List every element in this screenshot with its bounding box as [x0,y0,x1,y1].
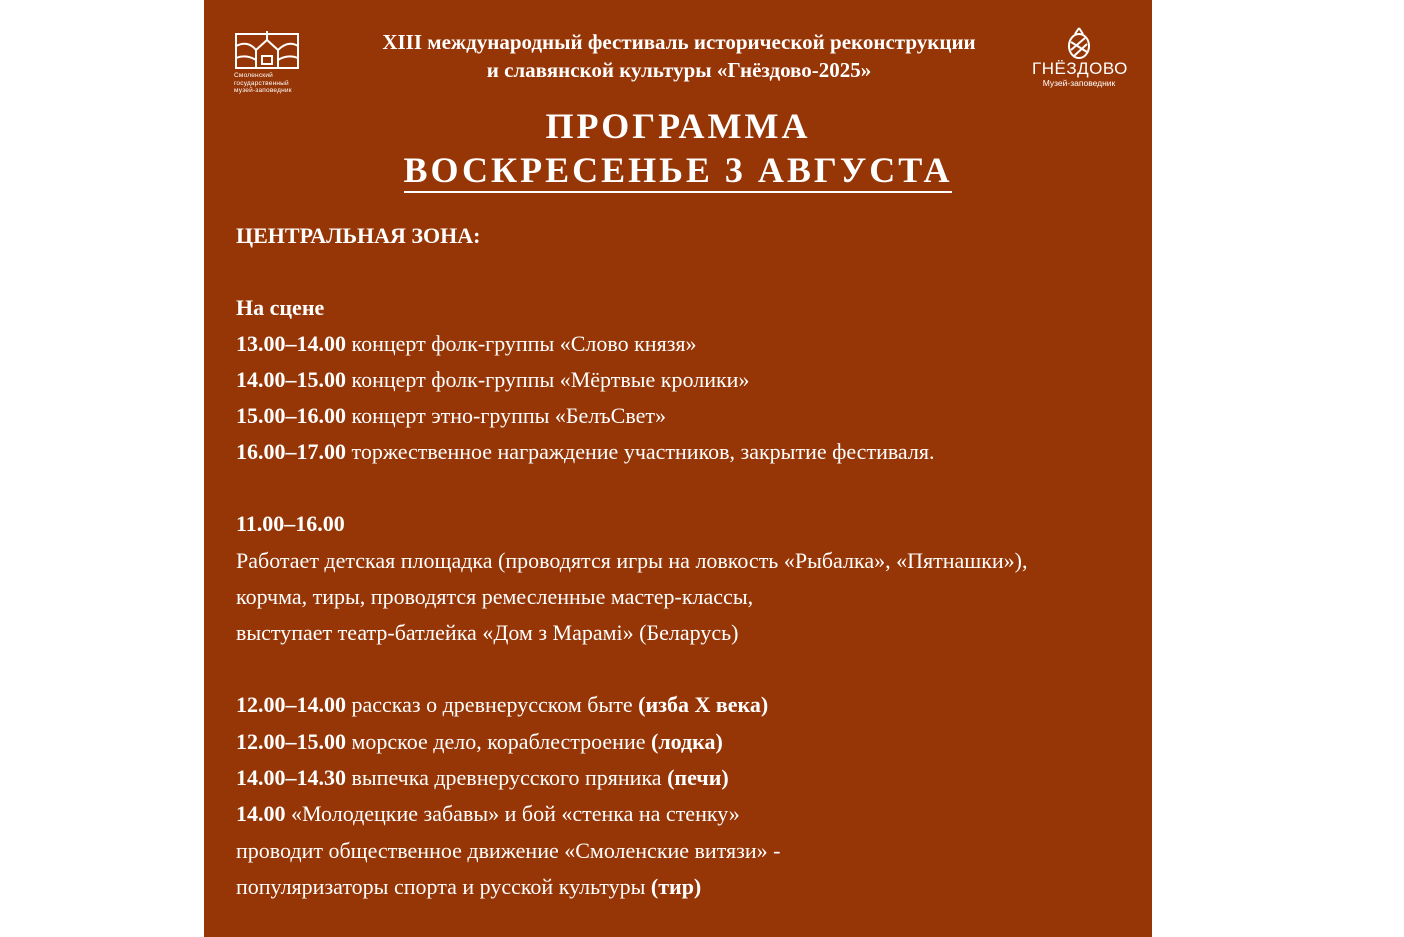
gnezdovo-logo [1032,26,1126,88]
smolensk-museum-logo [234,28,304,95]
kids-line: выступает театр-батлейка «Дом з Марамі» (Беларусь) [236,620,739,645]
program-title: ПРОГРАММА [545,106,811,146]
museum-logo-caption: Смоленский государственный музей-заповедник [234,72,292,94]
gnezdovo-logo-caption: Музей-заповедник [1042,78,1116,88]
stage-item: 15.00–16.00 концерт этно-группы «БелъСвет» [236,403,666,428]
kids-line: корчма, тиры, проводятся ремесленные мастер-классы, [236,584,754,609]
activity-item: 12.00–15.00 морское дело, кораблестроение (лодка) [236,729,723,754]
stage-item: 14.00–15.00 концерт фолк-группы «Мёртвые кролики» [236,367,750,392]
stage-item: 16.00–17.00 торжественное награждение участников, закрытие фестиваля. [236,439,935,464]
nest-icon [1065,26,1093,60]
festival-title-line1: XIII международный фестиваль исторической реконструкции [382,30,976,54]
activity-item: 12.00–14.00 рассказ о древнерусском быте (изба X века) [236,692,769,717]
zone-title: ЦЕНТРАЛЬНАЯ ЗОНА: [236,223,481,248]
stage-title: На сцене [236,295,325,320]
kids-line: Работает детская площадка (проводятся игры на ловкость «Рыбалка», «Пятнашки»), [236,548,1028,573]
stage-item: 13.00–14.00 концерт фолк-группы «Слово князя» [236,331,697,356]
program-poster [204,0,1152,937]
gnezdovo-logo-word: ГНЁЗДОВО [1032,59,1128,78]
activity-continuation: проводит общественное движение «Смоленские витязи» - [236,838,781,863]
program-date: ВОСКРЕСЕНЬЕ 3 АВГУСТА [264,148,1092,192]
festival-title-line2: и славянской культуры «Гнёздово-2025» [486,58,872,82]
kids-time: 11.00–16.00 [236,511,345,536]
museum-building-icon [234,28,300,70]
activity-item: 14.00–14.30 выпечка древнерусского пряника (печи) [236,765,729,790]
activity-item: 14.00 «Молодецкие забавы» и бой «стенка на стенку» [236,801,740,826]
activity-continuation: популяризаторы спорта и русской культуры (тир) [236,874,702,899]
